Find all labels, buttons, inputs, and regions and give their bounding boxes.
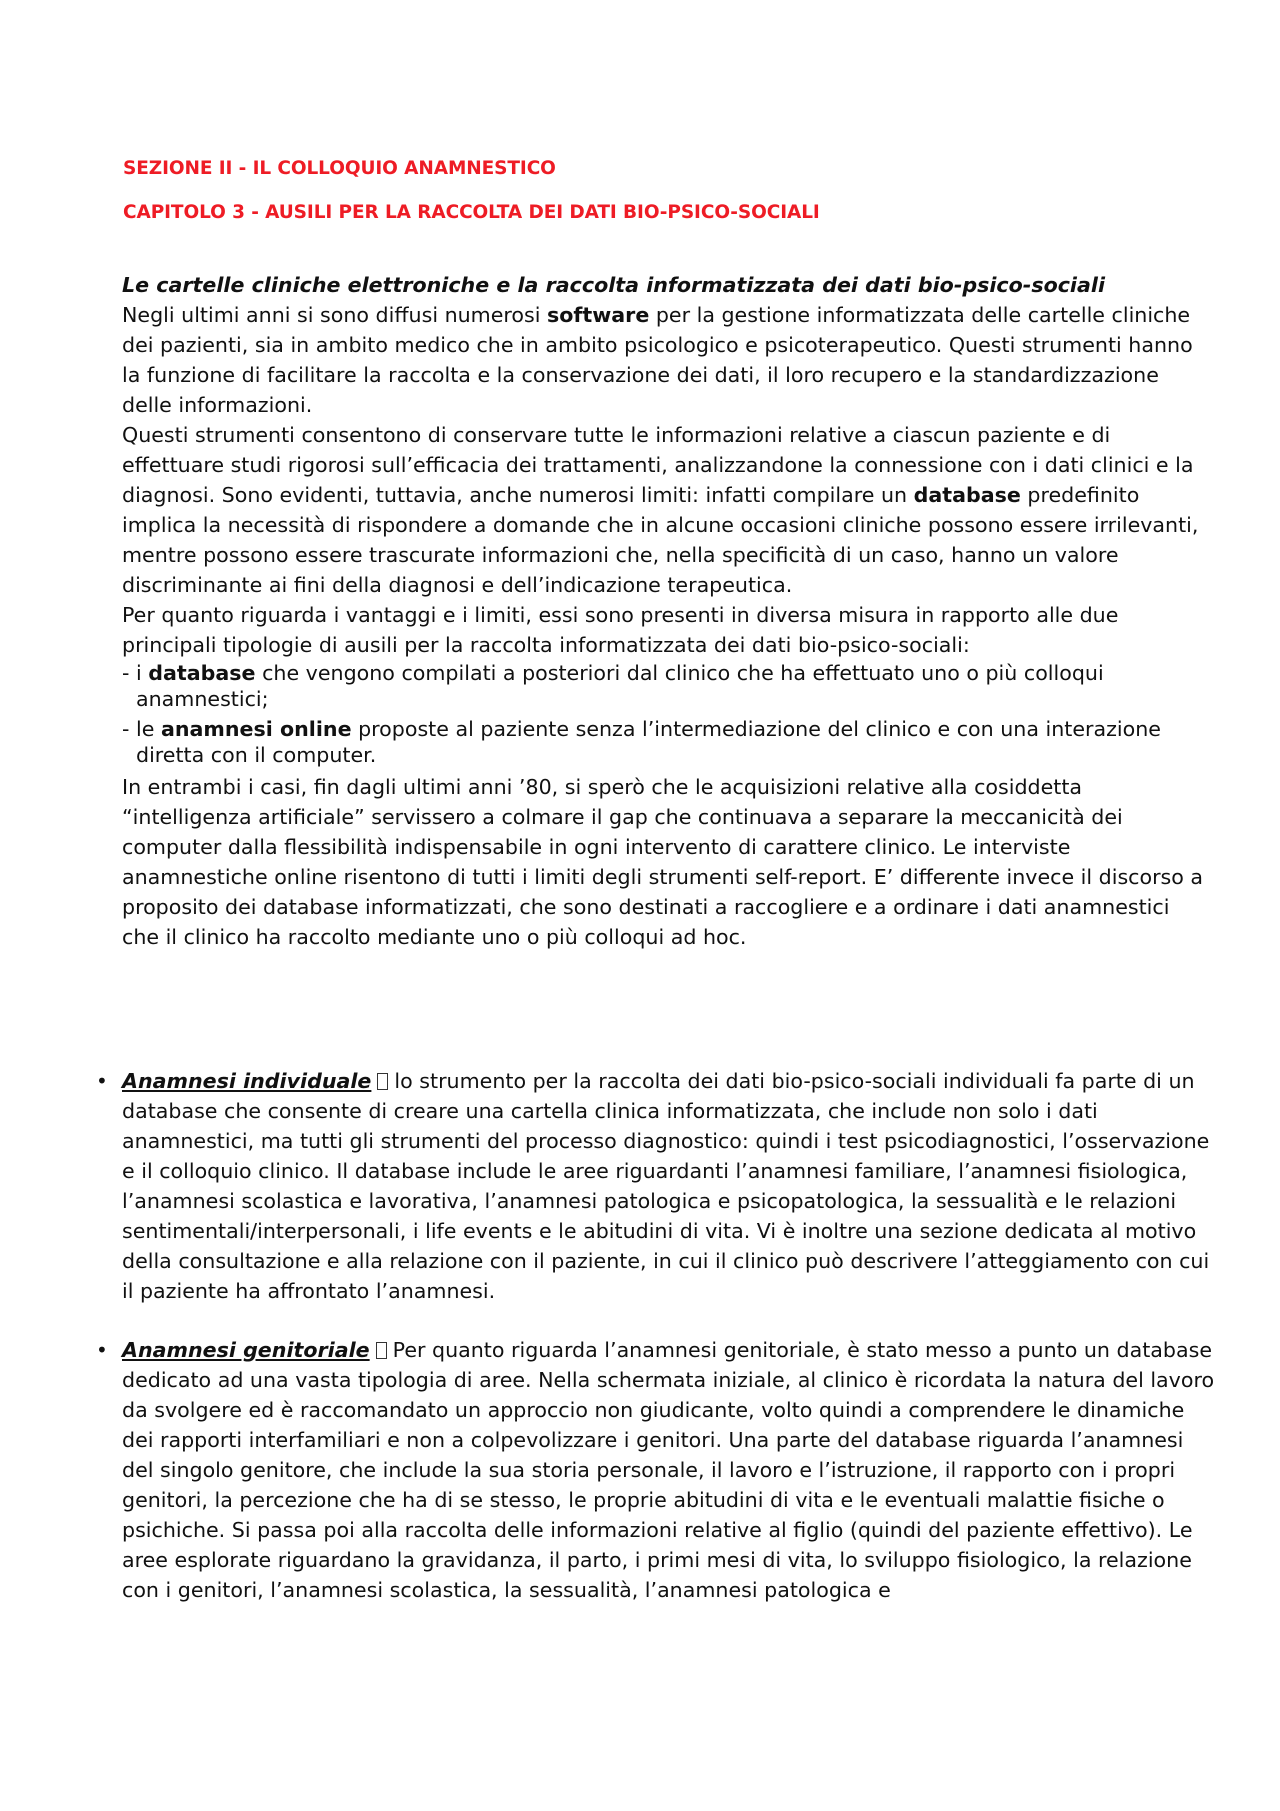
bullet-text: lo strumento per la raccolta dei dati bio-psico-sociali individuali fa parte di un database che consente di creare una cartella clinica informatizzata, che include non solo i dati anamnestici, ma tutti gli strumenti del processo diagnostico: quindi i test psicodiagnostici, l’osservazione e il colloquio clinico. Il database include le aree riguardanti l’anamnesi familiare, l’anamnesi fisiologica, l’anamnesi scolastica e lavorativa, l’anamnesi patologica e psicopatologica, la sessualità e le relazioni sentimentali/interpersonali, i life events e le abitudini di vita. Vi è inoltre una sezione dedicata al motivo della consultazione e alla relazione con il paziente, in cui il clinico può descrivere l’atteggiamento con cui il paziente ha affrontato l’anamnesi. (122, 1069, 1210, 1303)
bullet-anamnesi-individuale (96, 1066, 1216, 1306)
arrow-icon (377, 1073, 388, 1090)
list-item-bold: anamnesi online (160, 717, 352, 741)
bullet-term: Anamnesi individuale (122, 1069, 372, 1093)
arrow-icon (376, 1342, 387, 1359)
bullet-body (122, 1335, 1216, 1605)
paragraph-1-text-rest: per la gestione informatizzata delle cartelle cliniche dei pazienti, sia in ambito medico che in ambito psicologico e psicoterapeutico. Questi strumenti hanno la funzione di facilitare la raccolta e la conservazione dei dati, il loro recupero e la standardizzazione delle informazioni. (122, 303, 1193, 417)
paragraph-1 (122, 300, 1212, 420)
list-item (122, 716, 1212, 768)
list-item-text: le (136, 717, 161, 741)
paragraph-2 (122, 420, 1212, 600)
bullet-anamnesi-genitoriale (96, 1335, 1216, 1605)
paragraph-2-text-rest: predefinito implica la necessità di rispondere a domande che in alcune occasioni cliniche possono essere irrilevanti, mentre possono essere trascurate informazioni che, nella specificità di un caso, hanno un valore discriminante ai fini della diagnosi e dell’indicazione terapeutica. (122, 483, 1199, 597)
paragraph-4: In entrambi i casi, fin dagli ultimi anni ’80, si sperò che le acquisizioni relative alla cosiddetta “intelligenza artificiale” servissero a colmare il gap che continuava a separare la meccanicità dei computer dalla flessibilità indispensabile in ogni intervento di carattere clinico. Le interviste anamnestiche online risentono di tutti i limiti degli strumenti self-report. E’ differente invece il discorso a proposito dei database informatizzati, che sono destinati a raccogliere e a ordinare i dati anamnestici che il clinico ha raccolto mediante uno o più colloqui ad hoc. (122, 775, 1204, 949)
chapter-heading: CAPITOLO 3 - AUSILI PER LA RACCOLTA DEI DATI BIO-PSICO-SOCIALI (123, 202, 820, 223)
bullet-term: Anamnesi genitoriale (122, 1338, 370, 1362)
paragraph-1-bold: software (547, 303, 650, 327)
section-subtitle: Le cartelle cliniche elettroniche e la raccolta informatizzata dei dati bio-psico-sociali (122, 273, 1106, 297)
dash-marker: - (122, 661, 130, 685)
section-heading: SEZIONE II - IL COLLOQUIO ANAMNESTICO (123, 158, 556, 179)
paragraph-1-text: Negli ultimi anni si sono diffusi numerosi (122, 303, 548, 327)
list-item (122, 660, 1212, 712)
bullet-marker: • (96, 1338, 108, 1362)
list-item-text: i (136, 661, 149, 685)
list-item-text-rest: proposte al paziente senza l’intermediazione del clinico e con una interazione diretta con il computer. (136, 717, 1161, 767)
paragraph-2-bold: database (913, 483, 1021, 507)
bullet-body (122, 1066, 1216, 1306)
list-item-text-rest: che vengono compilati a posteriori dal clinico che ha effettuato uno o più colloqui anamnestici; (136, 661, 1104, 711)
main-content (122, 270, 1212, 952)
paragraph-3: Per quanto riguarda i vantaggi e i limiti, essi sono presenti in diversa misura in rapporto alle due principali tipologie di ausili per la raccolta informatizzata dei dati bio-psico-sociali: (122, 603, 1119, 657)
list-item-bold: database (148, 661, 256, 685)
bullet-text: Per quanto riguarda l’anamnesi genitoriale, è stato messo a punto un database dedicato ad una vasta tipologia di aree. Nella schermata iniziale, al clinico è ricordata la natura del lavoro da svolgere ed è raccomandato un approccio non giudicante, volto quindi a comprendere le dinamiche dei rapporti interfamiliari e non a colpevolizzare i genitori. Una parte del database riguarda l’anamnesi del singolo genitore, che include la sua storia personale, il lavoro e l’istruzione, il rapporto con i propri genitori, la percezione che ha di se stesso, le proprie abitudini di vita e le eventuali malattie fisiche o psichiche. Si passa poi alla raccolta delle informazioni relative al figlio (quindi del paziente effettivo). Le aree esplorate riguardano la gravidanza, il parto, i primi mesi di vita, lo sviluppo fisiologico, la relazione con i genitori, l’anamnesi scolastica, la sessualità, l’anamnesi patologica e (122, 1338, 1215, 1602)
bullet-marker: • (96, 1069, 108, 1093)
dash-list (122, 660, 1212, 768)
dash-marker: - (122, 717, 130, 741)
paragraph-2-text: Questi strumenti consentono di conservare tutte le informazioni relative a ciascun paziente e di effettuare studi rigorosi sull’efficacia dei trattamenti, analizzandone la connessione con i dati clinici e la diagnosi. Sono evidenti, tuttavia, anche numerosi limiti: infatti compilare un (122, 423, 1194, 507)
